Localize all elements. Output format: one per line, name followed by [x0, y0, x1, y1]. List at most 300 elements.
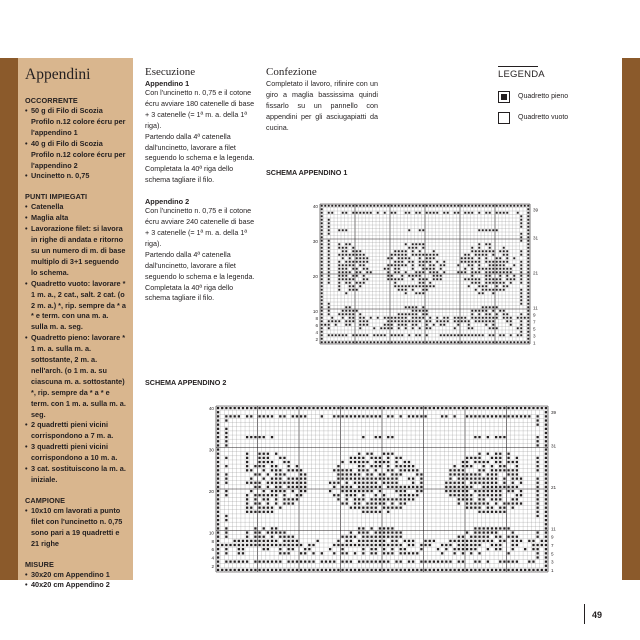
filled-square — [283, 544, 285, 546]
filled-square — [527, 229, 529, 231]
filled-square — [217, 477, 219, 479]
list-item: • 10x10 cm lavorati a punto filet con l'uncinetto n. 0,75 sono pari a 19 quadretti e 21 righe — [25, 506, 127, 550]
filled-square — [358, 457, 360, 459]
filled-square — [375, 552, 377, 554]
filled-square — [234, 569, 236, 571]
filled-square — [287, 540, 289, 542]
filled-square — [458, 502, 460, 504]
filled-square — [258, 453, 260, 455]
filled-square — [462, 560, 464, 562]
filled-square — [475, 334, 477, 336]
filled-square — [483, 494, 485, 496]
filled-square — [450, 334, 452, 336]
filled-square — [342, 247, 344, 249]
filled-square — [279, 531, 281, 533]
filled-square — [279, 490, 281, 492]
filled-square — [503, 317, 505, 319]
filled-square — [287, 498, 289, 500]
filled-square — [383, 482, 385, 484]
filled-square — [391, 415, 393, 417]
filled-square — [321, 257, 323, 259]
filled-square — [462, 548, 464, 550]
filled-square — [510, 324, 512, 326]
filled-square — [483, 482, 485, 484]
filled-square — [229, 407, 231, 409]
filled-square — [433, 205, 435, 207]
filled-square — [419, 317, 421, 319]
filled-square — [461, 257, 463, 259]
filled-square — [363, 341, 365, 343]
filled-square — [520, 341, 522, 343]
filled-square — [491, 498, 493, 500]
filled-square — [478, 205, 480, 207]
filled-square — [491, 490, 493, 492]
filled-square — [287, 548, 289, 550]
filled-square — [387, 264, 389, 266]
filled-square — [475, 320, 477, 322]
filled-square — [391, 317, 393, 319]
filled-square — [485, 289, 487, 291]
filled-square — [545, 515, 547, 517]
filled-square — [398, 250, 400, 252]
filled-square — [503, 282, 505, 284]
filled-square — [391, 469, 393, 471]
filled-square — [450, 341, 452, 343]
filled-square — [405, 292, 407, 294]
filled-square — [321, 552, 323, 554]
filled-square — [443, 271, 445, 273]
filled-square — [412, 250, 414, 252]
filled-square — [458, 536, 460, 538]
row-label: 31 — [551, 443, 557, 449]
filled-square — [283, 473, 285, 475]
schema-1-svg — [300, 198, 570, 354]
filled-square — [474, 415, 476, 417]
filled-square — [394, 212, 396, 214]
filled-square — [296, 482, 298, 484]
filled-square — [527, 261, 529, 263]
filled-square — [279, 469, 281, 471]
filled-square — [404, 552, 406, 554]
filled-square — [483, 498, 485, 500]
filled-square — [328, 243, 330, 245]
filled-square — [250, 511, 252, 513]
filled-square — [462, 494, 464, 496]
filled-square — [387, 544, 389, 546]
filled-square — [482, 317, 484, 319]
filled-square — [404, 469, 406, 471]
filled-square — [416, 415, 418, 417]
filled-square — [373, 205, 375, 207]
filled-square — [398, 313, 400, 315]
filled-square — [338, 205, 340, 207]
confezione-text: Completato il lavoro, rifinire con un giro a maglia bassissima quindi fissarlo su un pannello con appendini per gli asciugapiatti da cucina. — [266, 79, 378, 132]
filled-square — [366, 490, 368, 492]
filled-square — [532, 569, 534, 571]
filled-square — [412, 243, 414, 245]
filled-square — [292, 502, 294, 504]
filled-square — [520, 282, 522, 284]
filled-square — [275, 486, 277, 488]
sidebar-title: Appendini — [25, 66, 91, 83]
filled-square — [217, 569, 219, 571]
filled-square — [470, 548, 472, 550]
filled-square — [267, 569, 269, 571]
filled-square — [466, 498, 468, 500]
filled-square — [489, 341, 491, 343]
filled-square — [429, 257, 431, 259]
filled-square — [416, 407, 418, 409]
filled-square — [400, 544, 402, 546]
filled-square — [263, 560, 265, 562]
filled-square — [341, 548, 343, 550]
filled-square — [317, 540, 319, 542]
filled-square — [541, 540, 543, 542]
filled-square — [433, 285, 435, 287]
filled-square — [349, 306, 351, 308]
filled-square — [478, 482, 480, 484]
row-label: 40 — [312, 203, 318, 209]
filled-square — [391, 548, 393, 550]
filled-square — [491, 482, 493, 484]
filled-square — [271, 511, 273, 513]
filled-square — [349, 341, 351, 343]
filled-square — [366, 324, 368, 326]
sidebar-section-punti — [25, 192, 127, 486]
filled-square — [283, 415, 285, 417]
filled-square — [312, 544, 314, 546]
filled-square — [387, 327, 389, 329]
filled-square — [487, 436, 489, 438]
filled-square — [449, 544, 451, 546]
filled-square — [513, 278, 515, 280]
filled-square — [485, 324, 487, 326]
filled-square — [536, 490, 538, 492]
filled-square — [366, 511, 368, 513]
filled-square — [356, 334, 358, 336]
filled-square — [363, 282, 365, 284]
filled-square — [499, 278, 501, 280]
filled-square — [350, 560, 352, 562]
filled-square — [408, 275, 410, 277]
filled-square — [217, 519, 219, 521]
filled-square — [362, 548, 364, 550]
filled-square — [419, 282, 421, 284]
filled-square — [471, 282, 473, 284]
filled-square — [225, 519, 227, 521]
filled-square — [250, 544, 252, 546]
filled-square — [506, 257, 508, 259]
filled-square — [415, 254, 417, 256]
filled-square — [495, 527, 497, 529]
filled-square — [333, 544, 335, 546]
filled-square — [321, 313, 323, 315]
filled-square — [292, 482, 294, 484]
filled-square — [349, 278, 351, 280]
filled-square — [492, 261, 494, 263]
filled-square — [405, 254, 407, 256]
filled-square — [433, 324, 435, 326]
filled-square — [491, 494, 493, 496]
filled-square — [328, 320, 330, 322]
filled-square — [254, 498, 256, 500]
filled-square — [350, 469, 352, 471]
filled-square — [527, 226, 529, 228]
filled-square — [401, 205, 403, 207]
row-label: 39 — [551, 410, 557, 416]
filled-square — [341, 552, 343, 554]
filled-square — [250, 507, 252, 509]
filled-square — [449, 540, 451, 542]
filled-square — [335, 334, 337, 336]
filled-square — [362, 465, 364, 467]
filled-square — [491, 457, 493, 459]
filled-square — [489, 212, 491, 214]
filled-square — [426, 254, 428, 256]
filled-square — [416, 490, 418, 492]
filled-square — [267, 560, 269, 562]
filled-square — [335, 341, 337, 343]
filled-square — [341, 486, 343, 488]
filled-square — [258, 531, 260, 533]
filled-square — [478, 268, 480, 270]
filled-square — [398, 254, 400, 256]
filled-square — [225, 569, 227, 571]
filled-square — [321, 310, 323, 312]
filled-square — [217, 565, 219, 567]
filled-square — [527, 243, 529, 245]
filled-square — [419, 261, 421, 263]
filled-square — [395, 465, 397, 467]
filled-square — [350, 477, 352, 479]
filled-square — [405, 317, 407, 319]
filled-square — [464, 334, 466, 336]
filled-square — [447, 320, 449, 322]
filled-square — [287, 569, 289, 571]
filled-square — [524, 407, 526, 409]
filled-square — [429, 285, 431, 287]
filled-square — [536, 419, 538, 421]
filled-square — [225, 457, 227, 459]
filled-square — [462, 486, 464, 488]
filled-square — [489, 247, 491, 249]
filled-square — [503, 415, 505, 417]
filled-square — [478, 494, 480, 496]
filled-square — [412, 324, 414, 326]
filled-square — [292, 548, 294, 550]
filled-square — [527, 327, 529, 329]
filled-square — [275, 469, 277, 471]
filled-square — [267, 486, 269, 488]
filled-square — [474, 560, 476, 562]
filled-square — [370, 548, 372, 550]
filled-square — [263, 540, 265, 542]
list-item: • 40x20 cm Appendino 2 — [25, 580, 127, 591]
filled-square — [395, 498, 397, 500]
filled-square — [487, 511, 489, 513]
filled-square — [495, 498, 497, 500]
filled-square — [258, 465, 260, 467]
filled-square — [545, 469, 547, 471]
filled-square — [221, 569, 223, 571]
filled-square — [387, 271, 389, 273]
filled-square — [412, 313, 414, 315]
filled-square — [416, 469, 418, 471]
filled-square — [464, 257, 466, 259]
filled-square — [520, 219, 522, 221]
filled-square — [292, 490, 294, 492]
filled-square — [487, 473, 489, 475]
filled-square — [258, 544, 260, 546]
filled-square — [492, 292, 494, 294]
filled-square — [475, 254, 477, 256]
filled-square — [462, 482, 464, 484]
filled-square — [383, 527, 385, 529]
filled-square — [470, 540, 472, 542]
filled-square — [379, 457, 381, 459]
filled-square — [304, 490, 306, 492]
filled-square — [359, 334, 361, 336]
filled-square — [422, 247, 424, 249]
filled-square — [475, 250, 477, 252]
filled-square — [503, 560, 505, 562]
filled-square — [400, 536, 402, 538]
filled-square — [375, 407, 377, 409]
filled-square — [485, 320, 487, 322]
filled-square — [429, 569, 431, 571]
filled-square — [279, 552, 281, 554]
filled-square — [400, 473, 402, 475]
filled-square — [362, 544, 364, 546]
filled-square — [250, 407, 252, 409]
filled-square — [312, 407, 314, 409]
filled-square — [433, 250, 435, 252]
filled-square — [405, 205, 407, 207]
schema-appendino-2-chart — [196, 400, 570, 578]
filled-square — [470, 486, 472, 488]
filled-square — [356, 212, 358, 214]
filled-square — [545, 432, 547, 434]
filled-square — [478, 507, 480, 509]
filled-square — [468, 212, 470, 214]
filled-square — [468, 320, 470, 322]
filled-square — [422, 289, 424, 291]
filled-square — [495, 502, 497, 504]
filled-square — [464, 317, 466, 319]
filled-square — [483, 465, 485, 467]
filled-square — [328, 278, 330, 280]
filled-square — [447, 205, 449, 207]
filled-square — [462, 544, 464, 546]
filled-square — [457, 205, 459, 207]
filled-square — [375, 560, 377, 562]
filled-square — [356, 289, 358, 291]
filled-square — [512, 473, 514, 475]
filled-square — [489, 278, 491, 280]
filled-square — [338, 229, 340, 231]
filled-square — [362, 457, 364, 459]
filled-square — [366, 453, 368, 455]
filled-square — [379, 544, 381, 546]
filled-square — [398, 268, 400, 270]
filled-square — [229, 415, 231, 417]
filled-square — [478, 453, 480, 455]
filled-square — [346, 569, 348, 571]
filled-square — [359, 327, 361, 329]
filled-square — [283, 552, 285, 554]
filled-square — [354, 407, 356, 409]
filled-square — [345, 282, 347, 284]
filled-square — [495, 477, 497, 479]
filled-square — [379, 498, 381, 500]
filled-square — [384, 317, 386, 319]
filled-square — [440, 264, 442, 266]
filled-square — [328, 205, 330, 207]
filled-square — [412, 544, 414, 546]
filled-square — [422, 264, 424, 266]
filled-square — [271, 507, 273, 509]
filled-square — [412, 407, 414, 409]
appendino-2-text: Con l'uncinetto n. 0,75 e il cotone écru avviare 240 catenelle di base + 3 catenelle (= 1ª m. a. della 1ª riga). — [145, 206, 255, 248]
filled-square — [394, 285, 396, 287]
filled-square — [496, 271, 498, 273]
filled-square — [258, 511, 260, 513]
filled-square — [375, 465, 377, 467]
filled-square — [461, 271, 463, 273]
filled-square — [491, 477, 493, 479]
filled-square — [258, 502, 260, 504]
filled-square — [354, 544, 356, 546]
filled-square — [400, 569, 402, 571]
filled-square — [363, 254, 365, 256]
filled-square — [254, 436, 256, 438]
filled-square — [482, 334, 484, 336]
filled-square — [383, 507, 385, 509]
filled-square — [492, 324, 494, 326]
filled-square — [474, 407, 476, 409]
filled-square — [346, 469, 348, 471]
filled-square — [333, 560, 335, 562]
filled-square — [358, 540, 360, 542]
filled-square — [352, 212, 354, 214]
filled-square — [453, 552, 455, 554]
filled-square — [321, 560, 323, 562]
filled-square — [363, 278, 365, 280]
filled-square — [400, 486, 402, 488]
filled-square — [492, 271, 494, 273]
filled-square — [338, 289, 340, 291]
filled-square — [436, 341, 438, 343]
schema-2-svg — [196, 400, 570, 578]
filled-square — [458, 544, 460, 546]
filled-square — [466, 473, 468, 475]
filled-square — [495, 473, 497, 475]
appendino-2-title: Appendino 2 — [145, 197, 190, 207]
filled-square — [234, 560, 236, 562]
filled-square — [331, 341, 333, 343]
filled-square — [424, 407, 426, 409]
filled-square — [468, 334, 470, 336]
filled-square — [296, 407, 298, 409]
filled-square — [217, 552, 219, 554]
filled-square — [292, 560, 294, 562]
filled-square — [536, 486, 538, 488]
filled-square — [279, 569, 281, 571]
filled-square — [485, 205, 487, 207]
filled-square — [499, 560, 501, 562]
filled-square — [400, 560, 402, 562]
filled-square — [217, 432, 219, 434]
